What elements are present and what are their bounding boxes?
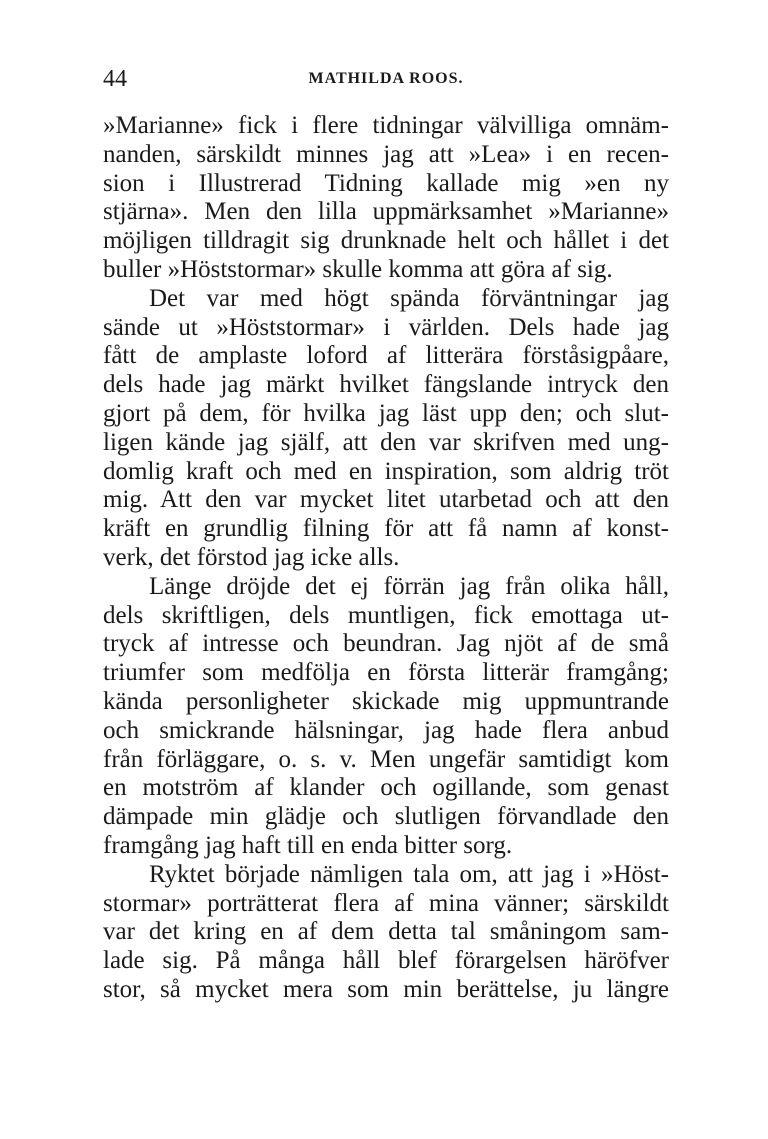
- text-line: dels skriftligen, dels muntligen, fick emottaga ut-: [103, 601, 669, 629]
- text-line: domlig kraft och med en inspiration, som aldrig tröt: [103, 457, 669, 485]
- text-line: dämpade min glädje och slutligen förvandlade den: [103, 803, 669, 831]
- text-line: stor, så mycket mera som min berättelse, ju längre: [103, 975, 669, 1003]
- text-line: triumfer som medfölja en första litterär framgång;: [103, 659, 669, 687]
- text-line: »Marianne» fick i flere tidningar välvilliga omnäm-: [103, 112, 669, 139]
- running-head: [103, 64, 669, 94]
- text-line: lade sig. På många håll blef förargelsen häröfver: [103, 947, 669, 975]
- text-line: dels hade jag märkt hvilket fängslande intryck den: [103, 371, 669, 399]
- text-line: mig. Att den var mycket litet utarbetad och att den: [103, 486, 669, 514]
- text-line: framgång jag haft till en enda bitter sorg.: [103, 831, 513, 859]
- text-line: sände ut »Höststormar» i världen. Dels hade jag: [103, 313, 669, 341]
- text-line: stormar» porträtterat flera af mina vänner; särskildt: [103, 889, 669, 917]
- text-line: möjligen tilldragit sig drunknade helt och hållet i det: [103, 227, 669, 255]
- text-line: buller »Höststormar» skulle komma att göra af sig.: [103, 255, 613, 283]
- text-line: verk, det förstod jag icke alls.: [103, 543, 400, 571]
- text-line: en motström af klander och ogillande, som genast: [103, 774, 669, 802]
- text-line: ligen kände jag själf, att den var skrifven med ung-: [103, 428, 669, 456]
- paragraph-first-line: Länge dröjde det ej förrän jag från olika håll,: [149, 572, 669, 600]
- text-line: från förläggare, o. s. v. Men ungefär samtidigt kom: [103, 745, 669, 773]
- text-line: nanden, särskildt minnes jag att »Lea» i en recen-: [103, 140, 669, 168]
- text-line: kräft en grundlig filning för att få namn af konst-: [103, 515, 669, 543]
- text-line: tryck af intresse och beundran. Jag njöt af de små: [103, 630, 669, 658]
- text-line: var det kring en af dem detta tal småningom sam-: [103, 918, 669, 946]
- body-text: [103, 112, 669, 1005]
- paragraph-first-line: Ryktet började nämligen tala om, att jag i »Höst-: [149, 860, 669, 888]
- running-title: MATHILDA ROOS.: [308, 70, 464, 87]
- paragraph-first-line: Det var med högt spända förväntningar jag: [149, 284, 669, 312]
- text-line: kända personligheter skickade mig uppmuntrande: [103, 687, 669, 715]
- text-line: gjort på dem, för hvilka jag läst upp den; och slut-: [103, 399, 669, 427]
- text-line: fått de amplaste loford af litterära förståsigpåare,: [103, 342, 669, 370]
- text-line: och smickrande hälsningar, jag hade flera anbud: [103, 716, 669, 744]
- text-line: sion i Illustrerad Tidning kallade mig »en ny: [103, 169, 669, 197]
- page-number: 44: [103, 66, 127, 92]
- text-line: stjärna». Men den lilla uppmärksamhet »Marianne»: [103, 198, 669, 226]
